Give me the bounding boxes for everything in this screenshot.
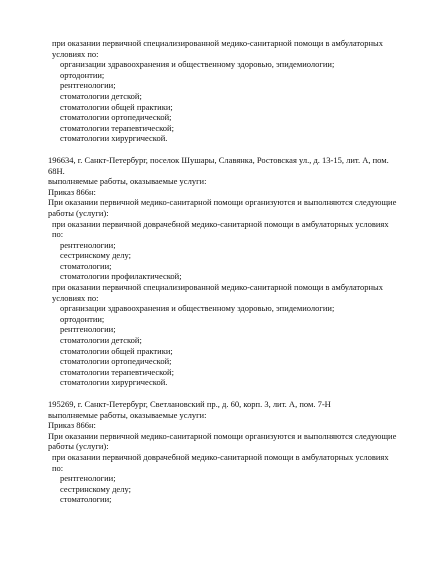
service-item: стоматологии общей практики;: [60, 345, 173, 356]
specialized-care-intro: при оказании первичной специализированной медико-санитарной помощи в амбулаторных условиях по:: [52, 282, 384, 303]
address: 196634, г. Санкт-Петербург, поселок Шушары, Славянка, Ростовская ул., д. 13-15, лит. А, пом. 68Н.: [48, 154, 389, 176]
service-item: стоматологии;: [60, 494, 112, 505]
service-item: стоматологии детской;: [60, 90, 142, 101]
address: 195269, г. Санкт-Петербург, Светлановский пр., д. 60, корп. 3, лит. А, пом. 7-Н: [48, 399, 331, 409]
order-reference: Приказ 866н:: [48, 420, 96, 431]
service-item: организации здравоохранения и общественному здоровью, эпидемиологии;: [60, 303, 335, 314]
service-item: рентгенологии;: [60, 324, 116, 335]
address-section-shushary: [48, 155, 400, 388]
service-item: стоматологии ортопедической;: [60, 356, 172, 367]
service-item: стоматологии ортопедической;: [60, 112, 172, 123]
specialized-care-intro: при оказании первичной специализированной медико-санитарной помощи в амбулаторных условиях по:: [52, 38, 384, 59]
service-item: рентгенологии;: [60, 239, 116, 250]
prehospital-care-intro: при оказании первичной доврачебной медико-санитарной помощи в амбулаторных условиях по:: [52, 218, 389, 240]
specialized-care-section-1: [48, 38, 400, 144]
service-item: стоматологии терапевтической;: [60, 122, 174, 133]
service-item: сестринскому делу;: [60, 483, 131, 494]
service-item: стоматологии;: [60, 260, 112, 271]
service-item: стоматологии профилактической;: [60, 271, 182, 282]
service-item: стоматологии общей практики;: [60, 101, 173, 112]
service-item: ортодонтии;: [60, 69, 105, 80]
prehospital-care-intro: при оказании первичной доврачебной медико-санитарной помощи в амбулаторных условиях по:: [52, 451, 389, 473]
service-item: организации здравоохранения и общественному здоровью, эпидемиологии;: [60, 59, 335, 70]
service-item: сестринскому делу;: [60, 250, 131, 261]
address-section-svetlanovsky: [48, 399, 400, 505]
service-item: рентгенологии;: [60, 80, 116, 91]
service-item: рентгенологии;: [60, 473, 116, 484]
service-item: ортодонтии;: [60, 313, 105, 324]
service-item: стоматологии детской;: [60, 335, 142, 346]
service-item: стоматологии хирургической.: [60, 377, 168, 388]
order-reference: Приказ 866н:: [48, 186, 96, 197]
general-statement: При оказании первичной медико-санитарной помощи организуются и выполняются следующие работы (услуги):: [48, 197, 397, 218]
service-item: стоматологии терапевтической;: [60, 366, 174, 377]
general-statement: При оказании первичной медико-санитарной помощи организуются и выполняются следующие работы (услуги):: [48, 430, 397, 452]
service-item: стоматологии хирургической.: [60, 133, 168, 144]
works-label: выполняемые работы, оказываемые услуги:: [48, 176, 207, 187]
works-label: выполняемые работы, оказываемые услуги:: [48, 409, 207, 420]
